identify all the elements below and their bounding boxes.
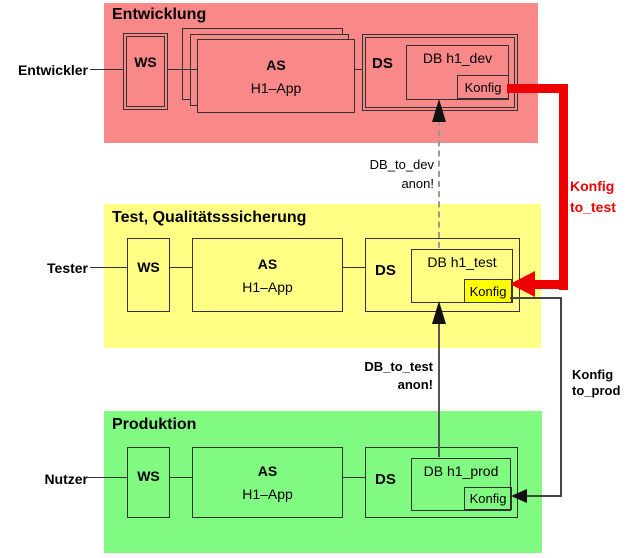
ws-label: WS	[134, 54, 157, 70]
connector-line-prod-ws-as	[170, 477, 192, 478]
label-db-to-dev	[348, 155, 434, 193]
db-label: DB h1_test	[427, 254, 497, 270]
label-konfig-to-prod-line2: to_prod	[572, 383, 621, 398]
arrow-konfig-to-prod-vert	[560, 297, 562, 496]
ws-label: WS	[137, 468, 160, 484]
as-stack-dev	[182, 28, 359, 116]
as-label: AS	[257, 463, 278, 479]
as-box-test	[192, 238, 343, 312]
ws-box-dev	[123, 33, 168, 110]
label-konfig-to-test-line2: to_test	[570, 199, 616, 215]
arrow-konfig-to-prod-top	[510, 297, 562, 299]
arrow-konfig-to-prod-bottom	[527, 495, 562, 497]
section-produktion	[104, 411, 542, 553]
label-konfig-to-test	[570, 176, 616, 218]
connector-line-prod-as-ds	[343, 477, 365, 478]
as-sublabel: H1–App	[250, 79, 302, 96]
label-konfig-to-prod	[572, 367, 620, 399]
as-sublabel: H1–App	[242, 486, 293, 502]
label-db-to-test-note: anon!	[397, 377, 433, 392]
ws-label: WS	[137, 259, 160, 275]
arrow-db-to-dev-head	[432, 99, 446, 122]
section-title-test: Test, Qualitätsssicherung	[112, 209, 307, 226]
connector-line-tester-ws	[90, 267, 127, 268]
label-konfig-to-prod-line1: Konfig	[572, 367, 614, 382]
ws-box-dev-inner-border	[126, 36, 165, 107]
ds-label: DS	[375, 262, 396, 279]
ds-label: DS	[375, 471, 396, 488]
as-label: AS	[257, 255, 278, 272]
connector-line-nutzer-ws	[88, 477, 127, 478]
as-box-prod	[192, 447, 343, 518]
actor-label-nutzer: Nutzer	[44, 471, 88, 487]
connector-line-entwickler-ws	[90, 69, 123, 70]
db-label: DB h1_dev	[422, 50, 493, 66]
arrow-konfig-to-prod-head	[511, 489, 527, 503]
label-db-to-dev-note: anon!	[401, 176, 434, 191]
connector-line-test-as-ds	[343, 267, 365, 268]
section-test	[104, 204, 541, 348]
konfig-label: Konfig	[469, 283, 507, 299]
actor-label-tester: Tester	[47, 260, 88, 276]
label-db-to-dev-text: DB_to_dev	[369, 157, 434, 172]
ds-box-prod	[365, 447, 518, 518]
section-entwicklung	[104, 3, 538, 143]
ws-box-test	[127, 238, 170, 312]
db-box-prod	[411, 458, 511, 511]
label-db-to-test	[348, 358, 433, 394]
konfig-box-dev	[457, 75, 509, 99]
as-label: AS	[266, 56, 286, 73]
arrow-konfig-to-test-bottom	[533, 280, 562, 289]
arrow-konfig-to-test-vert	[559, 84, 568, 290]
connector-line-dev-as-ds	[355, 69, 363, 70]
db-box-test	[411, 249, 513, 303]
actor-label-entwickler: Entwickler	[17, 62, 88, 78]
as-box-dev	[197, 39, 355, 113]
label-db-to-test-text: DB_to_test	[364, 359, 433, 374]
section-title-entwicklung: Entwicklung	[112, 6, 207, 23]
as-sublabel: H1–App	[242, 278, 293, 295]
arrow-db-to-test-head	[432, 301, 446, 324]
db-label: DB h1_prod	[423, 463, 499, 479]
konfig-label: Konfig	[469, 491, 507, 506]
ws-box-prod	[127, 447, 170, 518]
section-title-produktion: Produktion	[112, 416, 197, 433]
ds-label: DS	[372, 55, 393, 72]
konfig-box-prod	[464, 487, 512, 510]
arrow-db-to-test-line	[438, 322, 440, 457]
db-box-dev	[406, 45, 509, 100]
connector-line-test-ws-as	[170, 267, 192, 268]
arrow-konfig-to-test-head	[510, 271, 535, 297]
connector-line-dev-ws-as	[168, 69, 197, 70]
label-konfig-to-test-line1: Konfig	[570, 178, 615, 194]
konfig-label: Konfig	[464, 79, 502, 95]
arrow-db-to-dev-line	[438, 120, 440, 248]
konfig-box-test	[464, 279, 512, 303]
